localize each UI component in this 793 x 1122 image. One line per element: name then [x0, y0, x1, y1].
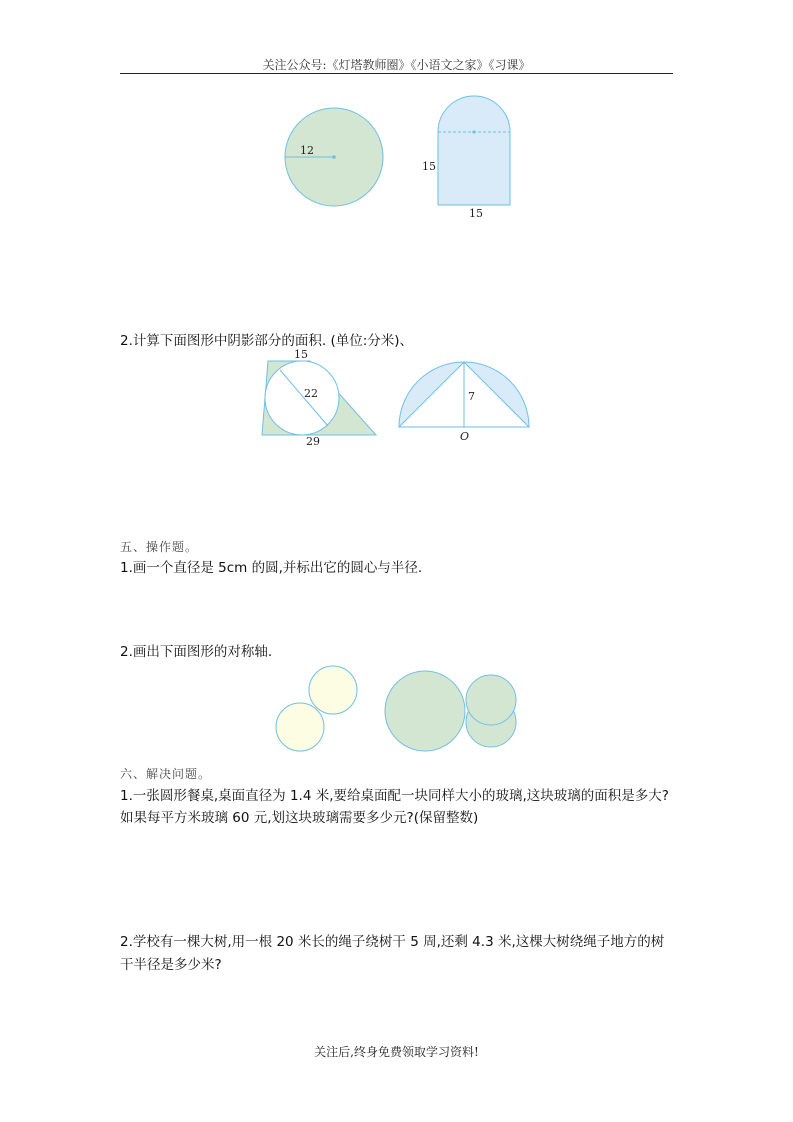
question-5-2: 2.画出下面图形的对称轴. — [120, 644, 273, 660]
page-footer: 关注后,终身免费领取学习资料! — [314, 1045, 479, 1059]
arch-width-label: 15 — [469, 207, 483, 220]
inner-white-circle — [265, 361, 339, 435]
yellow-circles-figure — [272, 662, 364, 756]
yellow-circle-top — [309, 666, 357, 714]
arch-figure — [418, 96, 518, 224]
green-circles-figure — [382, 668, 522, 752]
header-divider — [120, 73, 673, 74]
question-6-1-line-1: 1.一张圆形餐桌,桌面直径为 1.4 米,要给桌面配一块同样大小的玻璃,这块玻璃的面积是多大? — [120, 788, 669, 804]
question-4-2: 2.计算下面图形中阴影部分的面积. (单位:分米)、 — [120, 333, 414, 349]
circle-diameter-label: 22 — [304, 387, 318, 400]
yellow-circle-bottom — [276, 703, 324, 751]
semicircle-center-label: O — [460, 430, 470, 443]
question-5-1: 1.画一个直径是 5cm 的圆,并标出它的圆心与半径. — [120, 560, 423, 576]
arch-center-dot — [472, 130, 475, 133]
trapezoid-figure — [258, 346, 383, 448]
arch-height-label: 15 — [422, 160, 436, 173]
arch-shape — [438, 96, 510, 205]
radius-label: 12 — [300, 144, 314, 157]
question-6-2-line-2: 干半径是多少米? — [120, 957, 222, 973]
question-6-1-line-2: 如果每平方米玻璃 60 元,划这块玻璃需要多少元?(保留整数) — [120, 810, 479, 826]
section-5-title: 五、操作题。 — [120, 540, 199, 554]
large-green-circle — [385, 671, 465, 751]
semicircle-height-label: 7 — [468, 390, 475, 403]
semicircle-figure — [396, 358, 538, 444]
page-header: 关注公众号:《灯塔教师圈》《小语文之家》《习课》 — [262, 58, 531, 72]
trapezoid-bottom-label: 29 — [306, 435, 320, 448]
section-6-title: 六、解决问题。 — [120, 767, 212, 781]
question-6-2-line-1: 2.学校有一棵大树,用一根 20 米长的绳子绕树干 5 周,还剩 4.3 米,这棵大树绕绳子地方的树 — [120, 934, 665, 950]
trapezoid-top-label: 15 — [294, 348, 308, 361]
center-dot — [332, 155, 336, 159]
small-circle-upper — [466, 675, 516, 725]
circle-figure — [280, 105, 390, 211]
